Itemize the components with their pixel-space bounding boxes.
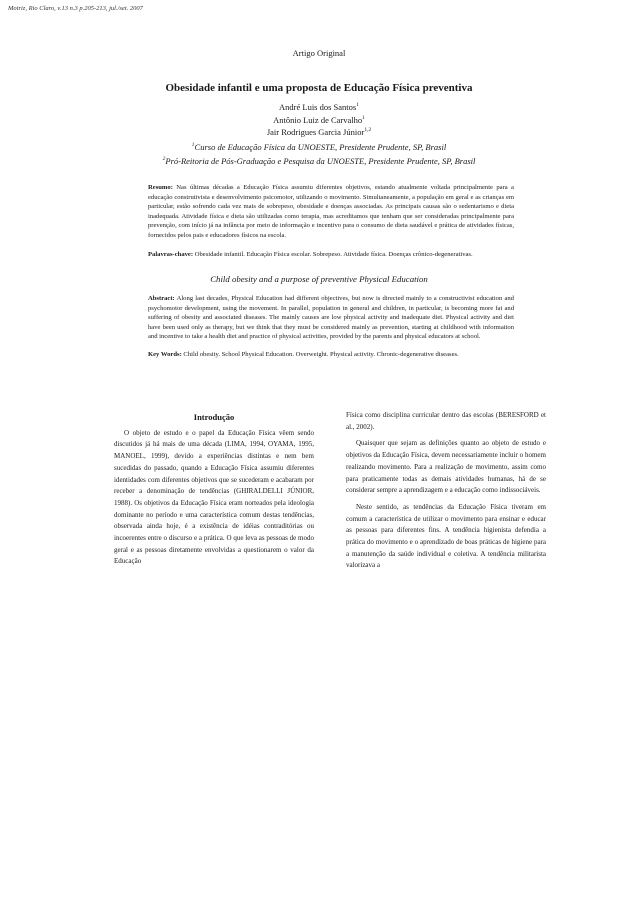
author: André Luis dos Santos$^1$ [279, 102, 359, 112]
section-label: Artigo Original [292, 48, 346, 58]
resumo-label: Resumo: [148, 184, 173, 191]
author-list [0, 101, 638, 139]
palavras-chave-text: Obesidade infantil. Educação Física escolar. Sobrepeso. Atividade física. Doenças crônico-degenerativas. [194, 251, 473, 258]
author: Jair Rodrigues Garcia Júnior$^{1,2}$ [266, 127, 372, 137]
running-head: Motriz, Rio Claro, v.13 n.3 p.205-213, jul./set. 2007 [8, 5, 143, 12]
body-column-left [114, 412, 314, 573]
body-paragraph: Quaisquer que sejam as definições quanto ao objeto de estudo e objetivos da Educação Física, devem necessariamente incluir o homem realizando movimento. Para a realização de movimento, assim como para praticamente todas as demais atividades humanas, há de se considerar sempre a aprendizagem e a educação como indissociáveis. [346, 439, 546, 495]
key-words-text: Child obesity. School Physical Education. Overweight. Physical activity. Chronic-degenerative diseases. [183, 351, 459, 358]
body-paragraph: O objeto de estudo e o papel da Educação Física vêem sendo discutidos já há mais de uma década (LIMA, 1994, OYAMA, 1995, MANOEL, 1999), devido a experiências distintas e nem bem sucedidas do passado, quando a Educação Física assumiu diferentes identidades com diferentes objetivos que se sucederam e acabaram por receber a denominação de tendências (GHIRALDELLI JÚNIOR, 1988). Os objetivos da Educação Física eram norteados pela ideologia dominante no período e uma característica comum destas tendências, observada ainda hoje, é a existência de idéias contraditórias ou incoerentes entre o discurso e a prática. O que leva as pessoas de modo geral e as pessoas diretamente envolvidas a questionarem o valor da Educação [114, 428, 314, 566]
resumo-block [148, 183, 514, 241]
author: Antônio Luiz de Carvalho$^1$ [273, 114, 365, 125]
section-heading-introducao: Introdução [193, 412, 235, 422]
body-column-right [346, 410, 546, 577]
palavras-chave-label: Palavras-chave: [148, 251, 194, 258]
body-paragraph: Física como disciplina curricular dentro das escolas (BERESFORD et al., 2002). [346, 411, 546, 431]
affiliation: $^2$Pró-Reitoria de Pós-Graduação e Pesquisa da UNOESTE, Presidente Prudente, SP, Brasil [162, 156, 476, 166]
body-paragraph: Neste sentido, as tendências da Educação Física tiveram em comum a característica de utilizar o movimento para ensinar e educar as pessoas para diferentes fins. A tendência higienista defendia a prática do movimento e o aprendizado de boas práticas de higiene para a manutenção da saúde individual e coletiva. A tendência militarista valorizava a [346, 502, 546, 570]
resumo-text: Nas últimas décadas a Educação Física assumiu diferentes objetivos, estando atualmente voltada principalmente para a educação construtivista e desenvolvimento psicomotor, utilizando o movimento. Simultaneamente, a população em geral e as crianças em particular, estão sofrendo cada vez mais de sobrepeso, obesidade e doenças associadas. As principais causas são o sedentarismo e dieta inadequada. Atividade física e dieta são utilizadas como terapia, mas acreditamos que tenham que ser consideradas principalmente para prevenção, com início já na infância por meio de informação e incentivo para o consumo de dieta saudável e prática de atividades físicas, fornecidos pelos pais e educadores físicos na escola. [148, 184, 514, 239]
affiliation: $^1$Curso de Educação Física da UNOESTE, Presidente Prudente, SP, Brasil [191, 142, 447, 152]
english-title: Child obesity and a purpose of preventive Physical Education [210, 274, 428, 284]
abstract-text: Along last decades, Physical Education had different objectives, but now is directed mainly to a constructivist education and psychomotor development, using the movement. In parallel, population in general and children, in particular, is becoming more fat and suffering of obesity and associated diseases. The mainly causes are low physical activity and inadequate diet. Physical activity and diet have been used only as therapy, but we think that they must be considered mainly as prevention, starting at childhood with information and incentive to take a health diet and practice of physical activities, provided by the parents and physical educators at school. [148, 295, 514, 341]
palavras-chave-block [148, 250, 514, 260]
abstract-label: Abstract: [148, 295, 175, 302]
affiliation-list [0, 140, 638, 168]
article-title: Obesidade infantil e uma proposta de Educação Física preventiva [165, 82, 473, 94]
key-words-label: Key Words: [148, 351, 182, 358]
key-words-block [148, 350, 514, 360]
abstract-block [148, 294, 514, 342]
